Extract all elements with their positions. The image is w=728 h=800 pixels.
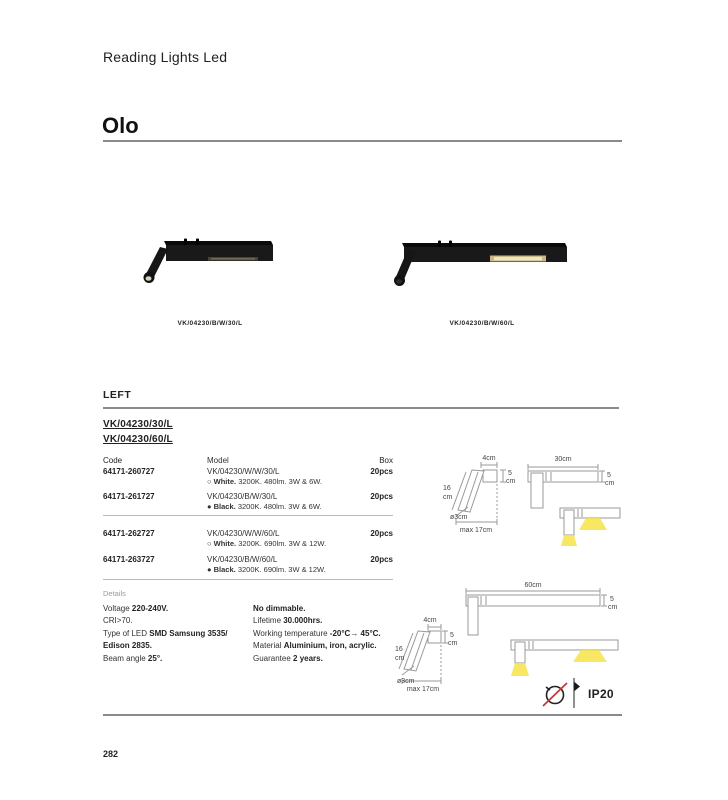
- footer-rule: [103, 714, 622, 716]
- ip-rating-badge: IP20: [588, 687, 614, 701]
- dimension-diagram-30cm: [398, 448, 630, 552]
- detail-line: Guarantee 2 years.: [253, 653, 323, 663]
- cell-specs: ○ White. 3200K. 690lm. 3W & 12W.: [207, 539, 327, 548]
- svg-text:cm: cm: [608, 604, 618, 611]
- detail-line: Type of LED SMD Samsung 3535/ Edison 2835.: [103, 628, 228, 651]
- section-left-label: LEFT: [103, 389, 132, 401]
- cell-box: 20pcs: [370, 467, 393, 476]
- title-rule: [103, 140, 622, 142]
- cell-model: VK/04230/W/W/30/L: [207, 467, 280, 476]
- detail-line: Working temperature -20°C→ 45°C.: [253, 628, 381, 638]
- svg-text:60cm: 60cm: [524, 582, 542, 589]
- swatch-icon: ●: [207, 502, 212, 511]
- product-code-link[interactable]: VK/04230/30/L: [103, 419, 173, 430]
- details-label: Details: [103, 589, 126, 598]
- page-title: Olo: [102, 113, 139, 138]
- cell-box: 20pcs: [370, 555, 393, 564]
- svg-text:cm: cm: [395, 655, 405, 662]
- detail-line: Voltage 220-240V.: [103, 604, 169, 613]
- svg-text:16: 16: [443, 485, 451, 492]
- svg-text:cm: cm: [605, 480, 615, 487]
- product-code-link[interactable]: VK/04230/60/L: [103, 434, 173, 445]
- dimension-diagram-60cm: [393, 578, 630, 700]
- svg-text:cm: cm: [506, 478, 516, 485]
- svg-text:4cm: 4cm: [482, 455, 496, 462]
- cell-code: 64171-261727: [103, 492, 155, 501]
- cell-code: 64171-262727: [103, 529, 155, 538]
- table-row: [103, 467, 393, 489]
- details-left-column: [103, 603, 255, 665]
- cell-specs: ● Black. 3200K. 480lm. 3W & 6W.: [207, 502, 322, 511]
- svg-text:5: 5: [607, 472, 611, 479]
- detail-line: Material Aluminium, iron, acrylic.: [253, 641, 377, 651]
- product-image-60: [392, 232, 572, 292]
- detail-line: No dimmable.: [253, 604, 306, 613]
- product-caption: VK/04230/B/W/60/L: [449, 320, 515, 327]
- cell-model: VK/04230/W/W/60/L: [207, 529, 280, 538]
- svg-text:5: 5: [450, 632, 454, 639]
- svg-text:max 17cm: max 17cm: [406, 686, 440, 693]
- cell-code: 64171-260727: [103, 467, 155, 476]
- cell-box: 20pcs: [370, 492, 393, 501]
- cell-model: VK/04230/B/W/30/L: [207, 492, 278, 501]
- cell-specs: ● Black. 3200K. 690lm. 3W & 12W.: [207, 565, 326, 574]
- cell-code: 64171-263727: [103, 555, 155, 564]
- col-header-code: Code: [103, 456, 123, 465]
- svg-text:4cm: 4cm: [423, 617, 437, 624]
- cell-box: 20pcs: [370, 529, 393, 538]
- category-title: Reading Lights Led: [103, 49, 228, 65]
- table-row: [103, 492, 393, 514]
- swatch-icon: ●: [207, 565, 212, 574]
- col-header-model: Model: [207, 456, 229, 465]
- product-caption: VK/04230/B/W/30/L: [177, 320, 243, 327]
- swatch-icon: ○: [207, 477, 212, 486]
- col-header-box: Box: [379, 456, 393, 465]
- cell-model: VK/04230/B/W/60/L: [207, 555, 278, 564]
- page-number: 282: [103, 749, 119, 759]
- table-row: [103, 555, 393, 577]
- table-divider: [103, 515, 393, 516]
- product-image-30: [140, 232, 280, 292]
- svg-text:5: 5: [508, 470, 512, 477]
- badges-icons: [533, 674, 585, 714]
- flame-icon: [574, 678, 580, 708]
- svg-text:max 17cm: max 17cm: [459, 527, 493, 534]
- table-row: [103, 529, 393, 551]
- detail-line: Beam angle 25°.: [103, 653, 163, 663]
- swatch-icon: ○: [207, 539, 212, 548]
- svg-text:ø3cm: ø3cm: [397, 678, 415, 685]
- svg-text:ø3cm: ø3cm: [450, 514, 468, 521]
- svg-text:cm: cm: [448, 640, 458, 647]
- cell-specs: ○ White. 3200K. 480lm. 3W & 6W.: [207, 477, 322, 486]
- svg-text:30cm: 30cm: [554, 456, 572, 463]
- svg-text:cm: cm: [443, 494, 453, 501]
- svg-text:16: 16: [395, 646, 403, 653]
- detail-line: CRI>70.: [103, 616, 133, 626]
- section-rule: [103, 407, 619, 409]
- svg-text:5: 5: [610, 596, 614, 603]
- bulb-excluded-icon: [543, 683, 567, 706]
- detail-line: Lifetime 30.000hrs.: [253, 616, 323, 626]
- table-divider: [103, 579, 393, 580]
